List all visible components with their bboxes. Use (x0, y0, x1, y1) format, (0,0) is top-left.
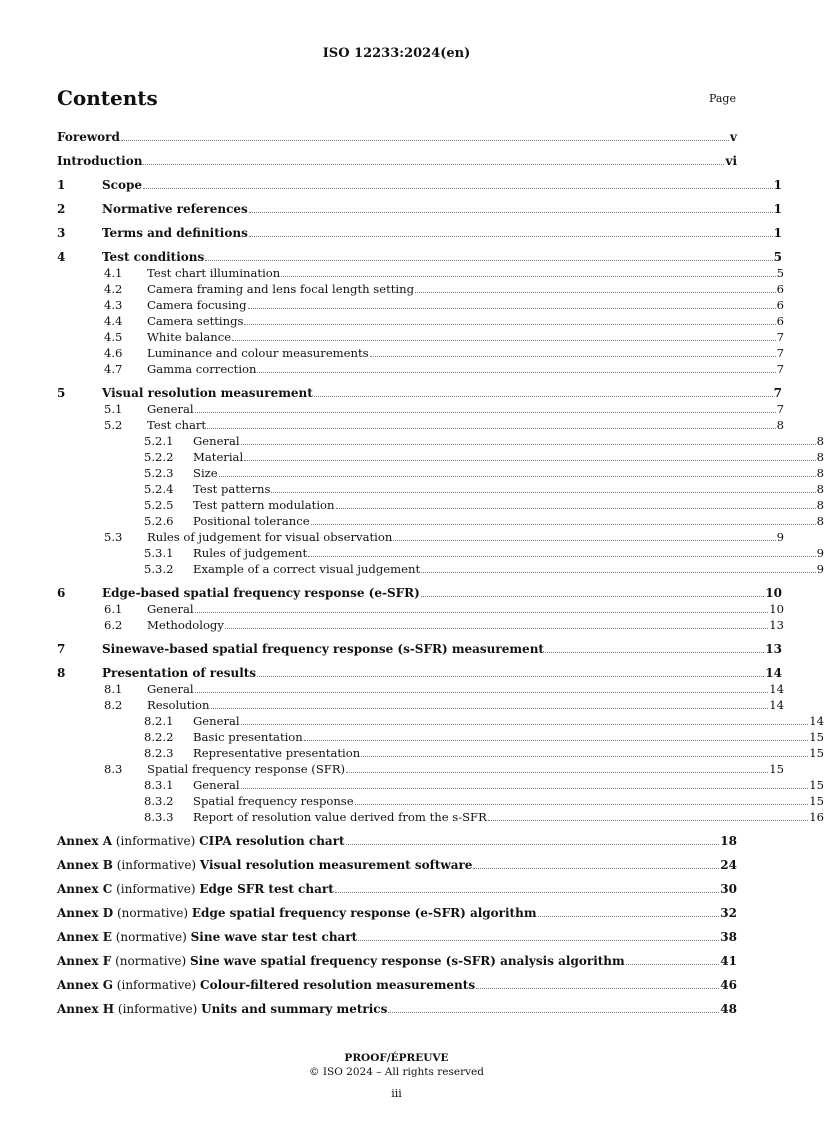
toc-entry-title: Report of resolution value derived from the s-SFR (193, 810, 487, 824)
section-number: 8.3.3 (144, 810, 174, 824)
section-number: 5.3 (104, 530, 123, 544)
toc-entry[interactable] (57, 154, 737, 169)
section-number: 8.3.2 (144, 794, 174, 808)
dot-leader (244, 460, 815, 461)
toc-page-number: 18 (720, 834, 737, 848)
toc-annex-entry[interactable] (57, 882, 737, 897)
toc-page-number: 7 (776, 402, 784, 416)
toc-subsubsection-entry[interactable] (57, 514, 824, 529)
dot-leader (538, 916, 720, 917)
toc-page-number: 6 (776, 282, 784, 296)
toc-page-number: 41 (720, 954, 737, 968)
toc-page-number: 38 (720, 930, 737, 944)
toc-page-number: 9 (776, 530, 784, 544)
annex-kind: (informative) (112, 882, 200, 896)
toc-annex-entry[interactable] (57, 858, 737, 873)
toc-entry-title: Material (193, 450, 244, 464)
toc-subsection-entry[interactable] (57, 298, 784, 313)
toc-entry-title: Sine wave star test chart (190, 930, 358, 944)
toc-subsection-entry[interactable] (57, 346, 784, 361)
toc-page-number: 48 (720, 1002, 737, 1016)
toc-annex-entry[interactable] (57, 930, 737, 945)
toc-subsection-entry[interactable] (57, 402, 784, 417)
toc-page-number: 7 (776, 346, 784, 360)
toc-section-entry[interactable] (57, 586, 782, 601)
toc-page-number: 5 (776, 266, 784, 280)
dot-leader (346, 772, 768, 773)
toc-page-number: 7 (776, 330, 784, 344)
section-number: 8.3 (104, 762, 123, 776)
toc-page-number: 15 (809, 794, 824, 808)
toc-subsection-entry[interactable] (57, 602, 784, 617)
toc-subsection-entry[interactable] (57, 282, 784, 297)
annex-kind: (normative) (113, 906, 192, 920)
section-number: 8.2.3 (144, 746, 174, 760)
toc-subsubsection-entry[interactable] (57, 778, 824, 793)
dot-leader (545, 652, 764, 653)
section-number: 1 (57, 178, 66, 192)
toc-entry-title: Representative presentation (193, 746, 361, 760)
toc-entry-title: General (147, 682, 194, 696)
dot-leader (225, 628, 768, 629)
toc-page-number: 1 (773, 202, 782, 216)
dot-leader (370, 356, 776, 357)
section-number: 4 (57, 250, 66, 264)
toc-entry-title: CIPA resolution chart (199, 834, 345, 848)
dot-leader (336, 508, 816, 509)
toc-page-number: 9 (816, 562, 824, 576)
toc-entry-title: Edge SFR test chart (199, 882, 334, 896)
dot-leader (311, 524, 816, 525)
annex-kind: (informative) (114, 1002, 202, 1016)
toc-page-number: 13 (765, 642, 782, 656)
dot-leader (421, 596, 765, 597)
toc-page-number: 16 (809, 810, 824, 824)
section-number: 7 (57, 642, 66, 656)
section-number: 4.3 (104, 298, 123, 312)
dot-leader (232, 340, 776, 341)
dot-leader (241, 788, 809, 789)
toc-entry-title: Terms and definitions (102, 226, 248, 240)
annex-kind: (informative) (112, 858, 200, 872)
dot-leader (358, 940, 719, 941)
toc-page-number: 15 (809, 746, 824, 760)
section-number: 6 (57, 586, 66, 600)
dot-leader (473, 868, 719, 869)
toc-subsubsection-entry[interactable] (57, 562, 824, 577)
dot-leader (121, 140, 729, 141)
toc-page-number: 1 (773, 178, 782, 192)
toc-subsubsection-entry[interactable] (57, 482, 824, 497)
toc-page-number: 15 (809, 778, 824, 792)
dot-leader (195, 692, 769, 693)
toc-entry-title: Resolution (147, 698, 210, 712)
toc-entry-title: Visual resolution measurement (102, 386, 313, 400)
section-number: 5 (57, 386, 66, 400)
toc-page-number: 6 (776, 314, 784, 328)
toc-entry-title: Visual resolution measurement software (199, 858, 473, 872)
section-number: 4.4 (104, 314, 123, 328)
toc-subsubsection-entry[interactable] (57, 434, 824, 449)
toc-annex-entry[interactable] (57, 834, 737, 849)
toc-entry-title: General (193, 778, 240, 792)
toc-subsubsection-entry[interactable] (57, 746, 824, 761)
toc-page-number: 8 (816, 450, 824, 464)
toc-page-number: 8 (816, 434, 824, 448)
annex-label: Annex B (57, 858, 113, 872)
toc-entry-title: Spatial frequency response (SFR) (147, 762, 346, 776)
section-number: 5.3.2 (144, 562, 174, 576)
toc-subsubsection-entry[interactable] (57, 466, 824, 481)
dot-leader (244, 324, 775, 325)
toc-entry-title: General (147, 602, 194, 616)
section-number: 4.6 (104, 346, 123, 360)
annex-kind: (informative) (112, 978, 201, 992)
toc-entry-title: General (193, 714, 240, 728)
toc-page-number: 13 (769, 618, 784, 632)
toc-page-number: 14 (769, 682, 784, 696)
dot-leader (143, 188, 773, 189)
proof-label: PROOF/ÉPREUVE (344, 1052, 449, 1064)
toc-subsubsection-entry[interactable] (57, 450, 824, 465)
toc-annex-entry[interactable] (57, 906, 737, 921)
section-number: 6.1 (104, 602, 123, 616)
toc-subsection-entry[interactable] (57, 266, 784, 281)
toc-entry-title: Introduction (57, 154, 143, 168)
toc-entry-title: Basic presentation (193, 730, 303, 744)
dot-leader (207, 428, 776, 429)
section-number: 8.2.2 (144, 730, 174, 744)
toc-subsubsection-entry[interactable] (57, 730, 824, 745)
section-number: 8 (57, 666, 66, 680)
section-number: 5.2.5 (144, 498, 174, 512)
toc-entry-title: Edge spatial frequency response (e-SFR) algorithm (191, 906, 537, 920)
toc-subsection-entry[interactable] (57, 418, 784, 433)
dot-leader (257, 676, 764, 677)
toc-entry-title: Luminance and colour measurements (147, 346, 369, 360)
toc-page-number: 24 (720, 858, 737, 872)
dot-leader (346, 844, 720, 845)
toc-page-number: 8 (816, 482, 824, 496)
dot-leader (476, 988, 719, 989)
toc-entry-title: Rules of judgement for visual observation (147, 530, 393, 544)
annex-label: Annex H (57, 1002, 115, 1016)
dot-leader (219, 476, 816, 477)
toc-entry-title: Spatial frequency response (193, 794, 354, 808)
dot-leader (241, 444, 816, 445)
toc-page-number: 14 (769, 698, 784, 712)
toc-page-number: 7 (773, 386, 782, 400)
dot-leader (361, 756, 808, 757)
toc-page-number: 30 (720, 882, 737, 896)
dot-leader (211, 708, 769, 709)
toc-entry-title: Camera settings (147, 314, 244, 328)
dot-leader (249, 236, 773, 237)
section-number: 5.3.1 (144, 546, 174, 560)
toc-annex-entry[interactable] (57, 954, 737, 969)
toc-entry-title: Test chart illumination (147, 266, 281, 280)
dot-leader (488, 820, 808, 821)
toc-page-number: 46 (720, 978, 737, 992)
toc-section-entry[interactable] (57, 666, 782, 681)
toc-page-number: 32 (720, 906, 737, 920)
section-number: 5.2.4 (144, 482, 174, 496)
dot-leader (393, 540, 775, 541)
page-column-label: Page (708, 92, 736, 105)
toc-entry-title: Test patterns (193, 482, 271, 496)
dot-leader (205, 260, 772, 261)
dot-leader (248, 308, 776, 309)
dot-leader (421, 572, 815, 573)
toc-subsection-entry[interactable] (57, 330, 784, 345)
toc-page-number: 15 (809, 730, 824, 744)
toc-section-entry[interactable] (57, 386, 782, 401)
toc-entry-title: Foreword (57, 130, 120, 144)
toc-section-entry[interactable] (57, 642, 782, 657)
page-number: iii (391, 1087, 402, 1100)
annex-label: Annex G (57, 978, 113, 992)
toc-page-number: 6 (776, 298, 784, 312)
toc-page-number: 15 (769, 762, 784, 776)
toc-subsubsection-entry[interactable] (57, 810, 824, 825)
dot-leader (304, 740, 808, 741)
section-number: 2 (57, 202, 66, 216)
toc-page-number: 5 (773, 250, 782, 264)
annex-label: Annex C (57, 882, 113, 896)
section-number: 5.2 (104, 418, 123, 432)
toc-entry-title: Test pattern modulation (193, 498, 335, 512)
section-number: 4.1 (104, 266, 123, 280)
annex-kind: (normative) (111, 954, 191, 968)
toc-section-entry[interactable] (57, 178, 782, 193)
toc-page-number: v (730, 130, 737, 144)
section-number: 3 (57, 226, 66, 240)
section-number: 4.7 (104, 362, 123, 376)
toc-entry-title: Test chart (147, 418, 207, 432)
toc-page-number: 10 (765, 586, 782, 600)
dot-leader (195, 612, 769, 613)
section-number: 8.3.1 (144, 778, 174, 792)
toc-page-number: 14 (809, 714, 824, 728)
toc-entry-title: Edge-based spatial frequency response (e-SFR) (102, 586, 420, 600)
toc-entry-title: Presentation of results (102, 666, 257, 680)
toc-subsubsection-entry[interactable] (57, 794, 824, 809)
section-number: 8.2.1 (144, 714, 174, 728)
dot-leader (281, 276, 775, 277)
annex-label: Annex A (57, 834, 113, 848)
toc-entry-title: Gamma correction (147, 362, 257, 376)
toc-section-entry[interactable] (57, 250, 782, 265)
dot-leader (257, 372, 775, 373)
copyright-notice: © ISO 2024 – All rights reserved (309, 1066, 484, 1078)
toc-page-number: 8 (816, 498, 824, 512)
page-title: Contents (57, 86, 158, 110)
toc-page-number: 1 (773, 226, 782, 240)
toc-entry-title: Size (193, 466, 218, 480)
dot-leader (355, 804, 809, 805)
annex-kind: (informative) (112, 834, 200, 848)
toc-entry-title: Methodology (147, 618, 224, 632)
section-number: 8.2 (104, 698, 123, 712)
dot-leader (271, 492, 815, 493)
annex-label: Annex E (57, 930, 112, 944)
annex-kind: (normative) (111, 930, 191, 944)
toc-entry-title: White balance (147, 330, 232, 344)
toc-subsection-entry[interactable] (57, 762, 784, 777)
toc-entry-title: Sinewave-based spatial frequency response (s-SFR) measurement (102, 642, 544, 656)
section-number: 8.1 (104, 682, 123, 696)
dot-leader (335, 892, 720, 893)
toc-entry-title: Example of a correct visual judgement (193, 562, 421, 576)
toc-subsubsection-entry[interactable] (57, 714, 824, 729)
toc-entry-title: Scope (102, 178, 143, 192)
dot-leader (626, 964, 720, 965)
toc-entry-title: Positional tolerance (193, 514, 310, 528)
toc-entry-title: Camera framing and lens focal length setting (147, 282, 415, 296)
dot-leader (308, 556, 816, 557)
toc-subsection-entry[interactable] (57, 362, 784, 377)
toc-annex-entry[interactable] (57, 1002, 737, 1017)
toc-subsection-entry[interactable] (57, 682, 784, 697)
toc-section-entry[interactable] (57, 202, 782, 217)
toc-subsubsection-entry[interactable] (57, 546, 824, 561)
section-number: 5.2.2 (144, 450, 174, 464)
section-number: 4.5 (104, 330, 123, 344)
toc-section-entry[interactable] (57, 226, 782, 241)
toc-subsection-entry[interactable] (57, 530, 784, 545)
toc-page-number: 10 (769, 602, 784, 616)
toc-entry-title: Normative references (102, 202, 248, 216)
toc-entry-title: Sine wave spatial frequency response (s-SFR) analysis algorithm (190, 954, 625, 968)
toc-subsection-entry[interactable] (57, 314, 784, 329)
toc-entry-title: Rules of judgement (193, 546, 308, 560)
section-number: 5.2.3 (144, 466, 174, 480)
dot-leader (195, 412, 776, 413)
toc-page-number: 8 (816, 514, 824, 528)
annex-label: Annex D (57, 906, 114, 920)
dot-leader (241, 724, 809, 725)
dot-leader (143, 164, 724, 165)
toc-page-number: 9 (816, 546, 824, 560)
toc-entry-title: General (147, 402, 194, 416)
toc-page-number: vi (725, 154, 737, 168)
toc-entry-title: Test conditions (102, 250, 205, 264)
toc-subsection-entry[interactable] (57, 698, 784, 713)
section-number: 4.2 (104, 282, 123, 296)
section-number: 6.2 (104, 618, 123, 632)
toc-page-number: 7 (776, 362, 784, 376)
toc-entry-title: General (193, 434, 240, 448)
section-number: 5.1 (104, 402, 123, 416)
toc-page-number: 8 (776, 418, 784, 432)
toc-entry-title: Colour-filtered resolution measurements (200, 978, 476, 992)
toc-page-number: 8 (816, 466, 824, 480)
toc-subsection-entry[interactable] (57, 618, 784, 633)
toc-annex-entry[interactable] (57, 978, 737, 993)
dot-leader (415, 292, 776, 293)
dot-leader (388, 1012, 719, 1013)
annex-label: Annex F (57, 954, 112, 968)
dot-leader (249, 212, 773, 213)
document-header: ISO 12233:2024(en) (322, 46, 471, 61)
dot-leader (314, 396, 773, 397)
section-number: 5.2.1 (144, 434, 174, 448)
toc-entry[interactable] (57, 130, 737, 145)
toc-subsubsection-entry[interactable] (57, 498, 824, 513)
section-number: 5.2.6 (144, 514, 174, 528)
toc-entry-title: Camera focusing (147, 298, 247, 312)
toc-page-number: 14 (765, 666, 782, 680)
toc-entry-title: Units and summary metrics (201, 1002, 388, 1016)
